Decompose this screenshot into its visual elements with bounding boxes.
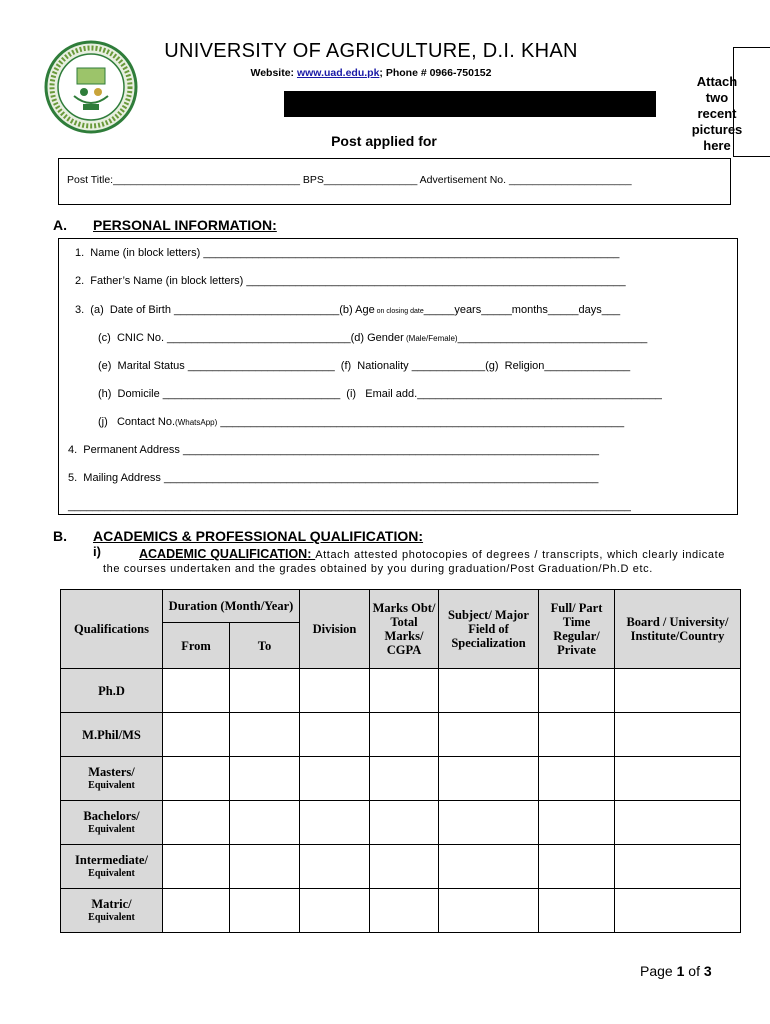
- col-marks: Marks Obt/ Total Marks/ CGPA: [370, 590, 439, 669]
- website-label: Website:: [250, 67, 297, 79]
- cell-from[interactable]: [163, 845, 230, 889]
- col-to: To: [230, 623, 300, 669]
- photo-line: two: [705, 90, 729, 105]
- row-label: [61, 757, 163, 801]
- cell-board[interactable]: [615, 669, 741, 713]
- cell-subject[interactable]: [439, 713, 539, 757]
- row-label-text: Intermediate/: [75, 852, 148, 867]
- cell-to[interactable]: [230, 801, 300, 845]
- age-note: on closing date: [374, 308, 424, 315]
- cell-to[interactable]: [230, 845, 300, 889]
- cell-board[interactable]: [615, 889, 741, 933]
- contact-text: (j) Contact No.: [98, 416, 176, 428]
- row-label-sub: Equivalent: [88, 779, 135, 791]
- col-duration: Duration (Month/Year): [163, 590, 300, 623]
- row-label: [61, 801, 163, 845]
- cell-subject[interactable]: [439, 669, 539, 713]
- gender-note: (Male/Female): [403, 334, 458, 343]
- section-a-title: PERSONAL INFORMATION:: [93, 217, 277, 233]
- mailing-address-line-2[interactable]: ____________________________________________________________________________________________: [68, 500, 631, 512]
- cell-to[interactable]: [230, 757, 300, 801]
- row-label: [61, 669, 163, 713]
- cell-marks[interactable]: [370, 757, 439, 801]
- father-name-field[interactable]: 2. Father’s Name (in block letters) ______________________________________________________________: [75, 275, 626, 287]
- row-label-text: Matric/: [91, 896, 132, 911]
- col-subject: Subject/ Major Field of Specialization: [439, 590, 539, 669]
- domicile-email-field[interactable]: (h) Domicile _____________________________ (i) Email add.________________________________________: [98, 388, 662, 400]
- dob-text: 3. (a) Date of Birth ___________________________(b) Age: [75, 304, 375, 316]
- table-row: [61, 801, 741, 845]
- row-label: [61, 713, 163, 757]
- gender-rest: _______________________________: [457, 332, 648, 344]
- table-row: [61, 713, 741, 757]
- cell-marks[interactable]: [370, 801, 439, 845]
- row-label-text: Ph.D: [98, 683, 125, 698]
- cell-to[interactable]: [230, 713, 300, 757]
- cell-subject[interactable]: [439, 889, 539, 933]
- cell-division[interactable]: [300, 889, 370, 933]
- table-row: [61, 845, 741, 889]
- cell-division[interactable]: [300, 845, 370, 889]
- whatsapp-note: (WhatsApp): [175, 418, 218, 427]
- col-from: From: [163, 623, 230, 669]
- post-details-fields[interactable]: Post Title:________________________________ BPS________________ Advertisement No. _____________________: [67, 174, 632, 186]
- university-title: UNIVERSITY OF AGRICULTURE, D.I. KHAN: [164, 40, 578, 62]
- cell-from[interactable]: [163, 801, 230, 845]
- of-word: of: [684, 963, 704, 979]
- qualification-table: [60, 589, 741, 933]
- phone-text: ; Phone # 0966-750152: [379, 67, 492, 79]
- page-number: 1: [676, 963, 685, 979]
- row-label-sub: Equivalent: [88, 867, 135, 879]
- cell-division[interactable]: [300, 669, 370, 713]
- page-word: Page: [640, 963, 677, 979]
- cell-marks[interactable]: [370, 889, 439, 933]
- cell-from[interactable]: [163, 669, 230, 713]
- photo-line: pictures: [691, 122, 743, 137]
- row-label: [61, 845, 163, 889]
- cell-to[interactable]: [230, 889, 300, 933]
- cell-full-part[interactable]: [539, 757, 615, 801]
- table-row: [61, 669, 741, 713]
- permanent-address-field[interactable]: 4. Permanent Address ____________________________________________________________________: [68, 444, 599, 456]
- cell-full-part[interactable]: [539, 669, 615, 713]
- table-row: [61, 757, 741, 801]
- row-label-text: M.Phil/MS: [82, 727, 141, 742]
- cell-to[interactable]: [230, 669, 300, 713]
- page-total: 3: [703, 963, 712, 979]
- cell-from[interactable]: [163, 889, 230, 933]
- academic-qualification-note: [103, 547, 725, 576]
- section-a-letter: A.: [53, 217, 67, 233]
- marital-nationality-religion-field[interactable]: (e) Marital Status ________________________ (f) Nationality ____________(g) Religion______________: [98, 360, 631, 372]
- university-seal-icon: [44, 40, 138, 134]
- photo-line: here: [703, 138, 731, 153]
- cell-marks[interactable]: [370, 713, 439, 757]
- col-division: Division: [300, 590, 370, 669]
- row-label: [61, 889, 163, 933]
- cell-full-part[interactable]: [539, 889, 615, 933]
- col-full-part: Full/ Part Time Regular/ Private: [539, 590, 615, 669]
- cell-from[interactable]: [163, 757, 230, 801]
- section-b-title: ACADEMICS & PROFESSIONAL QUALIFICATION:: [93, 528, 424, 544]
- cell-division[interactable]: [300, 801, 370, 845]
- table-row: [61, 889, 741, 933]
- col-qualifications: Qualifications: [61, 590, 163, 669]
- cell-full-part[interactable]: [539, 845, 615, 889]
- cell-marks[interactable]: [370, 669, 439, 713]
- contact-field[interactable]: [98, 416, 624, 428]
- section-b-letter: B.: [53, 528, 67, 544]
- cell-from[interactable]: [163, 713, 230, 757]
- cell-subject[interactable]: [439, 845, 539, 889]
- age-rest: _____years_____months_____days___: [423, 304, 621, 316]
- cell-board[interactable]: [615, 757, 741, 801]
- page-footer: [640, 963, 712, 979]
- note-text: Attach attested photocopies of degrees / transcripts, which clearly indicate the courses undertaken and the grades obtained by you during graduation/Post Graduation/Ph.D etc.: [103, 549, 725, 575]
- contact-line: [146, 67, 596, 79]
- post-applied-heading: Post applied for: [331, 133, 437, 149]
- cell-full-part[interactable]: [539, 801, 615, 845]
- subsection-title: ACADEMIC QUALIFICATION:: [139, 547, 316, 561]
- row-label-text: Masters/: [88, 764, 135, 779]
- cell-board[interactable]: [615, 845, 741, 889]
- website-link[interactable]: www.uad.edu.pk: [296, 67, 380, 79]
- name-field[interactable]: 1. Name (in block letters) ____________________________________________________________________: [75, 247, 620, 259]
- mailing-address-field[interactable]: 5. Mailing Address _______________________________________________________________________: [68, 472, 599, 484]
- cnic-gender-field[interactable]: [98, 332, 647, 344]
- cell-board[interactable]: [615, 713, 741, 757]
- cell-board[interactable]: [615, 801, 741, 845]
- dob-age-field[interactable]: [75, 304, 620, 316]
- cell-division[interactable]: [300, 713, 370, 757]
- cell-division[interactable]: [300, 757, 370, 801]
- cell-full-part[interactable]: [539, 713, 615, 757]
- contact-rest: __________________________________________________________________: [217, 416, 625, 428]
- subsection-number: i): [93, 544, 101, 559]
- photo-instruction: [678, 74, 756, 154]
- row-label-text: Bachelors/: [83, 808, 140, 823]
- row-label-sub: Equivalent: [88, 823, 135, 835]
- cnic-text: (c) CNIC No. ______________________________(d) Gender: [98, 332, 404, 344]
- photo-line: recent: [697, 106, 737, 121]
- col-board: Board / University/ Institute/Country: [615, 590, 741, 669]
- cell-marks[interactable]: [370, 845, 439, 889]
- cell-subject[interactable]: [439, 757, 539, 801]
- cell-subject[interactable]: [439, 801, 539, 845]
- redacted-bar: [284, 91, 656, 117]
- row-label-sub: Equivalent: [88, 911, 135, 923]
- photo-line: Attach: [696, 74, 738, 89]
